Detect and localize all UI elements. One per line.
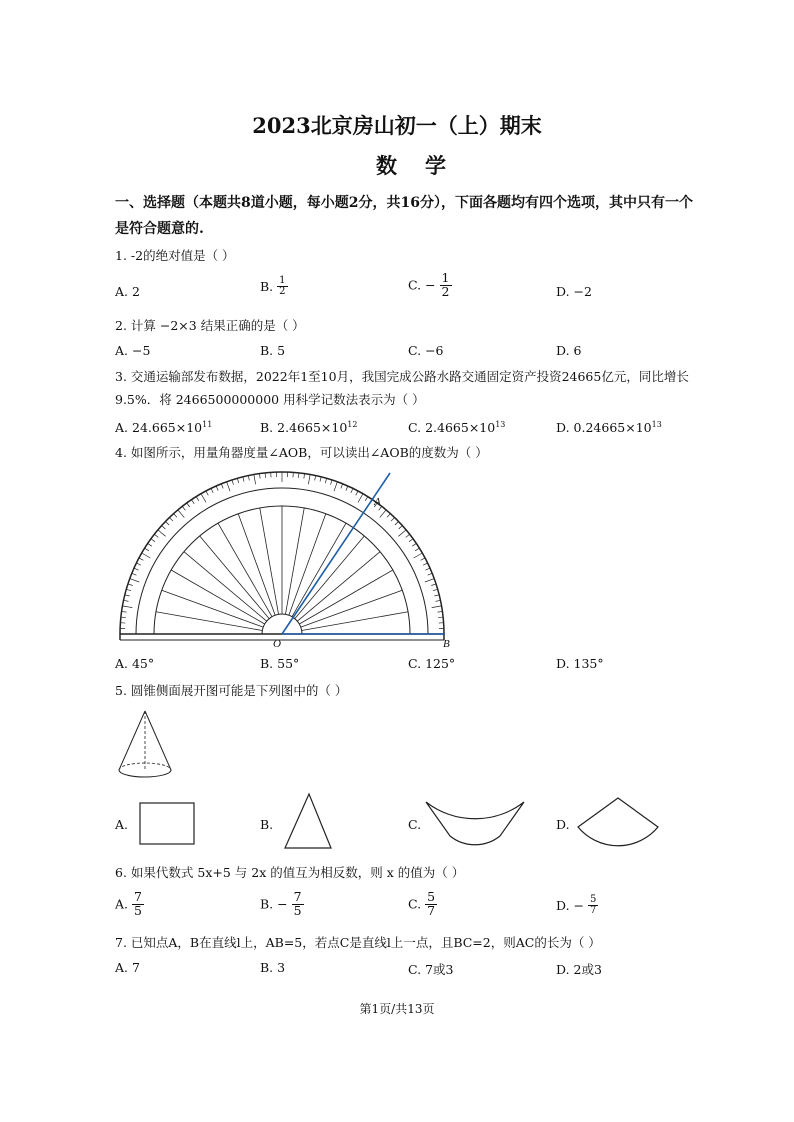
question-1-stem: 1. -2的绝对值是（ ） [115,248,235,263]
q1-option-a: A. 2 [115,284,140,299]
q5-option-a-label: A. [115,817,129,832]
question-5-stem: 5. 圆锥侧面展开图可能是下列图中的（ ） [115,683,348,698]
q6-option-c: C. $\frac{5}{7}$ [408,889,436,918]
q4-option-b: B. 55° [260,656,300,671]
page-title: 2023北京房山初一（上）期末 [252,113,542,138]
protractor [120,472,444,640]
q3-option-d: D. $0.24665\times 10^{13}$ [556,420,662,436]
question-7-stem: 7. 已知点A，B在直线l上，AB=5，若点C是直线l上一点，且BC=2，则AC的长为（ ） [115,935,601,950]
question-3-stem-line1: 3. 交通运输部发布数据，2022年1至10月，我国完成公路水路交通固定资产投资24665亿元，同比增长 [115,369,689,384]
q7-option-d: D. 2或3 [556,962,602,977]
q2-option-c: C. −6 [408,343,444,358]
question-3-stem-line2: 9.5%．将 2466500000000 用科学记数法表示为（ ） [115,392,425,407]
q1-option-d: D. −2 [556,284,592,299]
cone-figure [115,708,175,780]
q7-option-b: B. 3 [260,960,286,975]
q3-option-c: C. $2.4665\times 10^{13}$ [408,420,506,436]
question-6-stem: 6. 如果代数式 5x+5 与 2x 的值互为相反数，则 x 的值为（ ） [115,865,465,880]
label-a: A [374,496,381,508]
q1-option-b: B. $\frac{1}{2}$ [260,275,286,297]
question-4-stem: 4. 如图所示，用量角器度量∠AOB，可以读出∠AOB的度数为（ ） [115,445,488,460]
q7-option-a: A. 7 [115,960,140,975]
q4-option-a: A. 45° [115,656,155,671]
q2-option-a: A. −5 [115,343,151,358]
q4-option-c: C. 125° [408,656,456,671]
q6-option-d: D. − $\frac{5}{7}$ [556,894,597,916]
label-b: B [443,638,450,650]
q6-option-b: B. − $\frac{7}{5}$ [260,889,302,918]
section-heading: 一、选择题（本题共8道小题，每小题2分，共16分），下面各题均有四个选项，其中只有一个是符合题意的. [115,195,693,237]
q3-option-a: A. $24.665\times 10^{11}$ [115,420,213,436]
q2-option-b: B. 5 [260,343,286,358]
q5-option-b-label: B. [260,817,274,832]
q1-option-c: C. − $\frac{1}{2}$ [408,270,450,299]
triangle-figure [283,792,335,852]
sector-figure [574,795,664,850]
q4-option-d: D. 135° [556,656,604,671]
subject-title: 数学 [376,153,474,178]
rectangle-figure [138,801,198,847]
question-2-stem: 2. 计算 −2×3 结果正确的是（ ） [115,318,305,333]
q2-option-d: D. 6 [556,343,582,358]
label-o: O [273,638,281,650]
q5-option-d-label: D. [556,817,570,832]
page-footer: 第1页/共13页 [359,1002,435,1016]
annular-sector-figure [422,796,528,848]
protractor-figure [110,468,455,653]
q6-option-a: A. $\frac{7}{5}$ [115,889,142,918]
q3-option-b: B. $2.4665\times 10^{12}$ [260,420,358,436]
q7-option-c: C. 7或3 [408,962,454,977]
q5-option-c-label: C. [408,817,422,832]
